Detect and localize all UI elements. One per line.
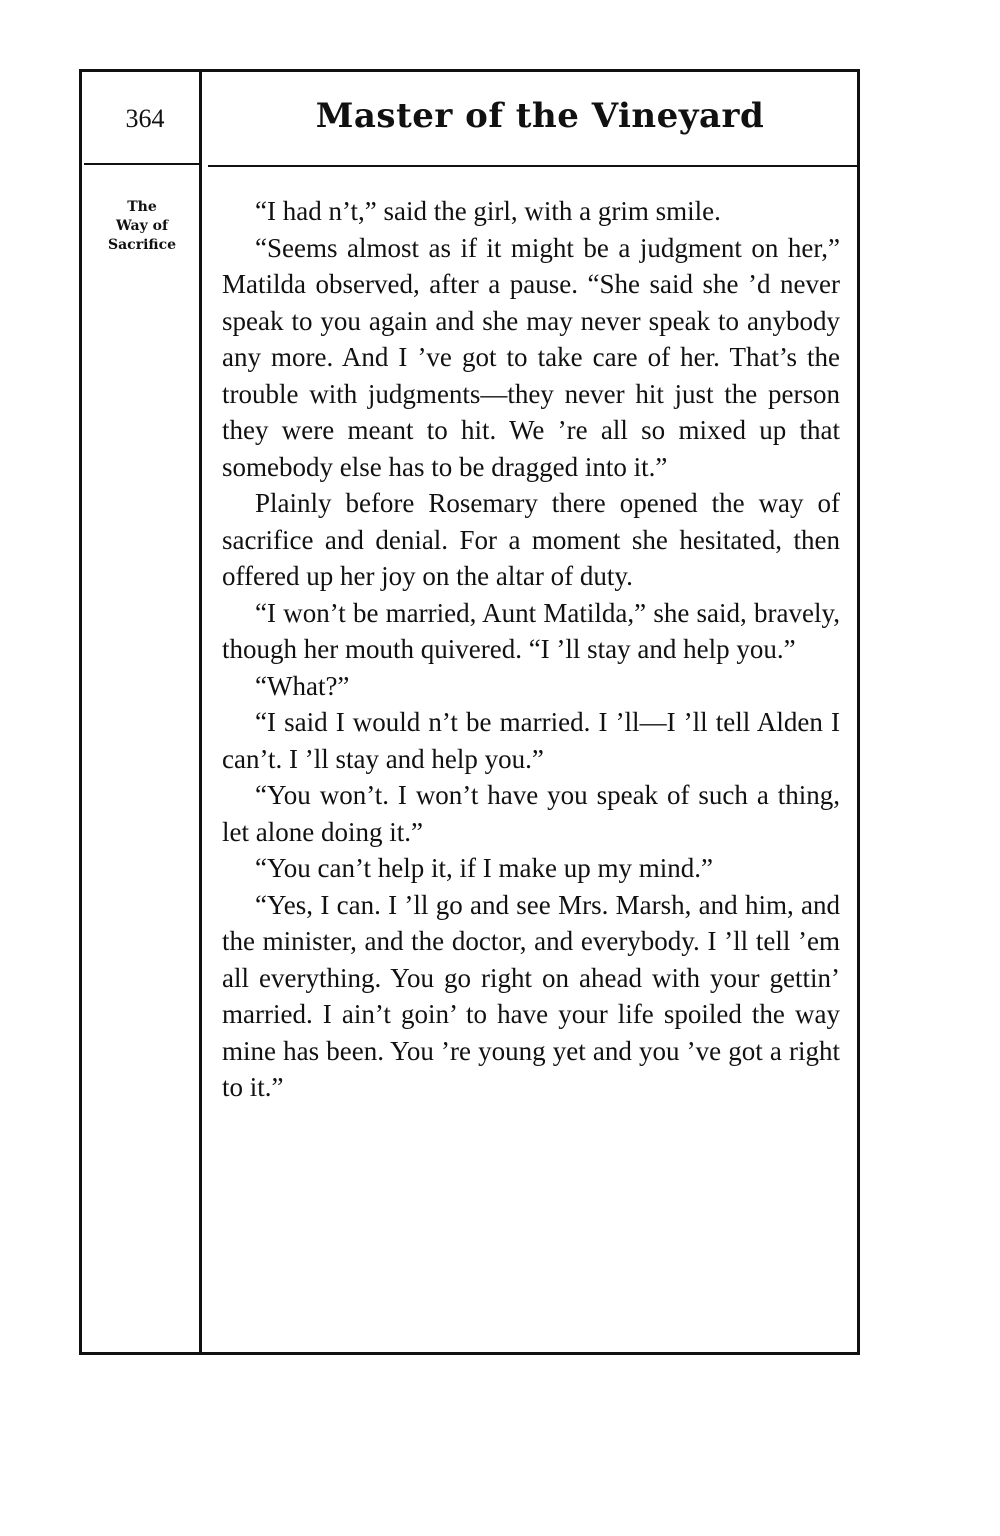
column-divider [199, 69, 202, 1355]
margin-note [88, 198, 196, 255]
paragraph: “Seems almost as if it might be a judgment on her,” Matilda observed, after a pause. “She said she ’d never speak to you again and she may never speak to anybody any more. And I ’ve got to take care of her. That’s the trouble with judgments—they never hit just the person they were meant to hit. We ’re all so mixed up that somebody else has to be dragged into it.” [222, 232, 840, 482]
margin-note-line: Way of [116, 218, 168, 234]
running-title: Master of the Vineyard [315, 96, 765, 136]
paragraph: “I won’t be married, Aunt Matilda,” she said, bravely, though her mouth quivered. “I ’ll stay and help you.” [222, 597, 840, 664]
paragraph: Plainly before Rosemary there opened the way of sacrifice and denial. For a moment she hesitated, then offered up her joy on the altar of duty. [222, 488, 840, 591]
paragraph: “I said I would n’t be married. I ’ll—I ’ll tell Alden I can’t. I ’ll stay and help you.” [222, 707, 840, 774]
body-text [222, 193, 840, 1106]
header-rule-right [208, 165, 860, 167]
margin-note-line: Sacrifice [107, 237, 176, 253]
paragraph: “I had n’t,” said the girl, with a grim smile. [255, 196, 721, 226]
paragraph: “Yes, I can. I ’ll go and see Mrs. Marsh, and him, and the minister, and the doctor, and everybody. I ’ll tell ’em all everything. You go right on ahead with your gettin’ married. I ain’t goin’ to have your life spoiled the way mine has been. You ’re young yet and you ’ve got a right to it.” [222, 889, 840, 1102]
header-rule-left [84, 163, 199, 165]
margin-note-line: The [127, 199, 157, 215]
paragraph: “You can’t help it, if I make up my mind.” [255, 853, 713, 883]
paragraph: “You won’t. I won’t have you speak of such a thing, let alone doing it.” [222, 780, 840, 847]
page-number: 364 [125, 104, 165, 133]
paragraph: “What?” [255, 670, 350, 701]
